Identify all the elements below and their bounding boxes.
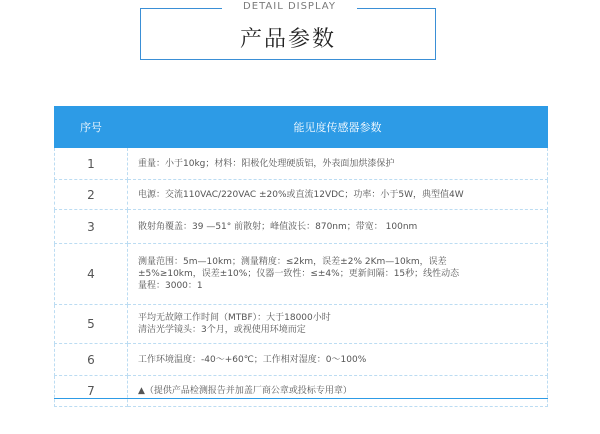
spec-line: 量程：3000：1 — [138, 281, 203, 291]
row-index: 1 — [55, 148, 128, 180]
table-header-row — [55, 107, 548, 148]
spec-line: ±5%≥10km，误差±10%；仪器一致性：≤±4%；更新间隔：15秒；线性动态 — [138, 269, 460, 279]
table-row — [55, 344, 548, 376]
row-spec — [128, 344, 548, 376]
row-spec — [128, 180, 548, 210]
column-header-spec: 能见度传感器参数 — [128, 107, 548, 148]
spec-line: 工作环境温度：-40～+60℃；工作相对湿度：0～100% — [138, 354, 367, 365]
table-row — [55, 376, 548, 407]
table-row — [55, 244, 548, 305]
spec-line: 电源：交流110VAC/220VAC ±20%或直流12VDC；功率：小于5W，典型值4W — [138, 189, 464, 200]
row-index: 7 — [55, 376, 128, 407]
row-index: 5 — [55, 305, 128, 344]
row-index: 4 — [55, 244, 128, 305]
row-index: 2 — [55, 180, 128, 210]
table-bottom-border — [54, 398, 548, 399]
spec-line: 散射角覆盖：39 —51° 前散射；峰值波长：870nm；带宽： 100nm — [138, 221, 418, 232]
row-spec — [128, 376, 548, 407]
spec-line: ▲（提供产品检测报告并加盖厂商公章或投标专用章） — [138, 386, 352, 396]
row-spec — [128, 148, 548, 180]
table-row — [55, 305, 548, 344]
row-spec — [128, 244, 548, 305]
table-row — [55, 210, 548, 244]
page-title: 产品参数 — [239, 27, 336, 52]
row-index: 6 — [55, 344, 128, 376]
spec-table — [54, 106, 548, 407]
spec-line: 清洁光学镜头：3个月，或视使用环境而定 — [138, 325, 306, 335]
spec-line: 平均无故障工作时间（MTBF）：大于18000小时 — [138, 313, 331, 323]
table-row — [55, 148, 548, 180]
table-row — [55, 180, 548, 210]
column-header-index: 序号 — [55, 107, 128, 148]
spec-line: 重量：小于10kg；材料：阳极化处理硬质铝，外表面加烘漆保护 — [138, 158, 395, 169]
row-index: 3 — [55, 210, 128, 244]
spec-line: 测量范围：5m—10km；测量精度：≤2km，误差±2% 2Km—10km，误差 — [138, 257, 447, 267]
row-spec — [128, 210, 548, 244]
row-spec — [128, 305, 548, 344]
header-subtitle: DETAIL DISPLAY — [243, 1, 336, 12]
